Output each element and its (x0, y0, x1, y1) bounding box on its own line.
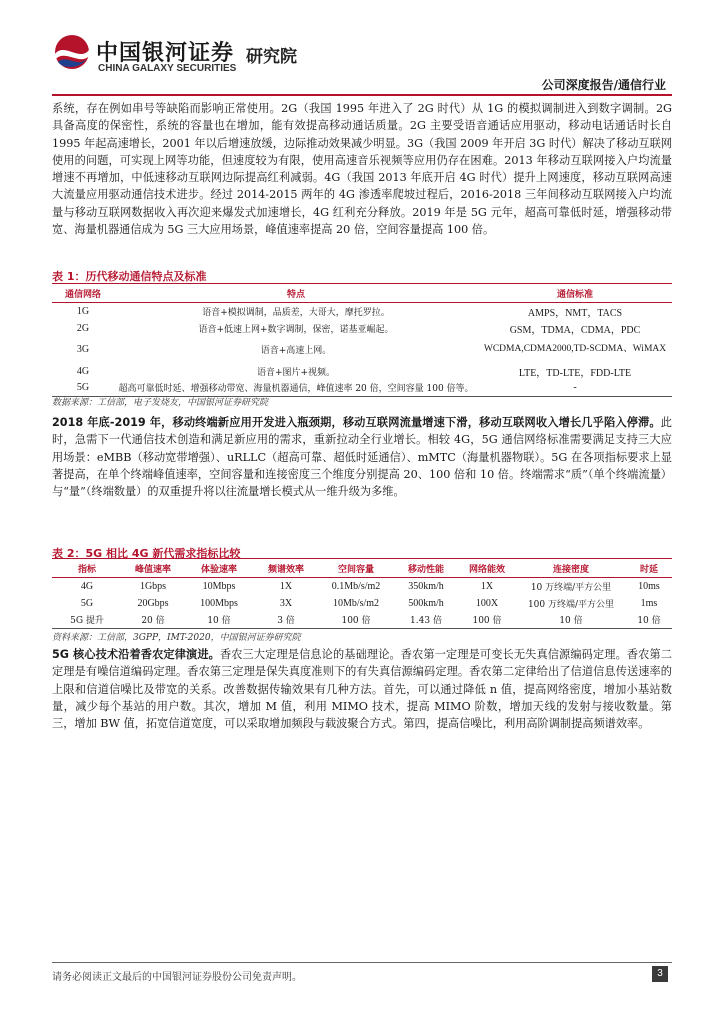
table-cell: 20 倍 (122, 612, 184, 629)
footer-disclaimer: 请务必阅读正文最后的中国银河证券股份公司免责声明。 (52, 972, 302, 983)
table-cell: 5G (52, 380, 114, 397)
table-cell: 5G 提升 (52, 612, 122, 629)
paragraph-lead: 2018 年底-2019 年，移动终端新应用开发进入瓶颈期，移动互联网流量增速下滑，移动互联网收入增长几乎陷入停滞。 (52, 416, 661, 429)
table-cell: 10ms (638, 580, 660, 592)
table1-caption: 表 1：历代移动通信特点及标准 (52, 270, 207, 283)
institute-label: 研究院 (246, 47, 297, 67)
table-row (52, 595, 672, 612)
table-cell: 350km/h (408, 580, 444, 592)
table-cell: AMPS，NMT，TACS (527, 307, 623, 319)
paragraph-lead: 5G 核心技术沿着香农定律演进。 (52, 648, 220, 661)
table2-source: 资料来源：工信部，3GPP，IMT-2020，中国银河证券研究院 (52, 633, 301, 643)
header-divider (52, 94, 672, 96)
table-cell: 3G (76, 344, 90, 355)
table-cell: 10 倍 (626, 612, 672, 629)
table2-header: 指标 (52, 559, 122, 578)
table-row (52, 363, 672, 380)
table-cell: 500km/h (408, 597, 444, 609)
table-cell: 4G (80, 580, 94, 592)
table-cell: 100 倍 (318, 612, 394, 629)
table1-header: 特点 (114, 284, 478, 303)
table-cell: 1ms (640, 597, 658, 609)
table-generations (52, 283, 672, 397)
table-cell: 100Mbps (200, 597, 238, 609)
table-cell: GSM，TDMA，CDMA，PDC (509, 324, 641, 336)
table-cell: 0.1Mb/s/m2 (331, 580, 381, 592)
table-cell: - (478, 380, 672, 397)
table-5g-vs-4g (52, 558, 672, 629)
table-cell: 语音+低速上网+数字调制，保密，诺基亚崛起。 (198, 324, 394, 335)
table-cell: 5G (80, 597, 94, 609)
table1-header: 通信网络 (52, 284, 114, 303)
table-cell: 1G (76, 305, 90, 317)
brand-name-en: CHINA GALAXY SECURITIES (98, 63, 237, 74)
table2-header: 网络能效 (458, 559, 516, 578)
paragraph-intro: 系统，存在例如串号等缺陷而影响正常使用。2G（我国 1995 年进入了 2G 时代）从 1G 的模拟调制进入到数字调制。2G 具备高度的保密性，系统的容量也在增加，能有效提高移动通话质量。2G 主要受语音通话应用驱动，移动电话通话时长自 1995 年起高速增长，2001 年以后增速放缓，边际推动效果减少明显。3G（我国 2009 年开启 3G 时代）解决了移动互联网使用的问题，可实现上网等功能，但速度较为有限，使用高速音乐视频等应用仍存在困难。2013 年移动互联网接入户均流量增速不再增加，中低速移动互联网边际提高红利减弱。4G（我国 2013 年底开启 4G 时代）提升上网速度，移动互联网高速大流量应用驱动通信技术进步。经过 2014-2015 两年的 4G 渗透率爬坡过程后，2016-2018 三年间移动互联网接入户均流量与移动互联网数据收入再次迎来爆发式加速增长，4G 红利充分释放。2019 年是 5G 元年，超高可靠低时延，增强移动带宽、海量机器通信成为 5G 三大应用场景，峰值速率提高 20 倍，空间容量提高 100 倍。 (52, 102, 672, 237)
table1-header: 通信标准 (478, 284, 672, 303)
table2-header: 时延 (626, 559, 672, 578)
table-row (52, 303, 672, 320)
table-row (52, 612, 672, 629)
table2-caption: 表 2：5G 相比 4G 新代需求指标比较 (52, 547, 241, 560)
table-cell: 4G (76, 365, 90, 377)
table-cell: 10Mb/s/m2 (332, 597, 380, 609)
galaxy-logo-icon (52, 32, 92, 72)
table-cell: 1Gbps (139, 580, 167, 592)
table-cell: 1X (279, 580, 293, 592)
table-cell: WCDMA,CDMA2000,TD-SCDMA、WiMAX (483, 344, 667, 354)
table-cell: 3X (279, 597, 293, 609)
table-row (52, 320, 672, 337)
page-number: 3 (652, 966, 668, 982)
table-cell: LTE，TD-LTE，FDD-LTE (518, 367, 632, 379)
table2-header: 连接密度 (516, 559, 626, 578)
table1-source: 数据来源：工信部，电子发烧友，中国银河证券研究院 (52, 398, 269, 408)
paragraph-body: 此时，急需下一代通信技术创造和满足新应用的需求，重新拉动全行业增长。相较 4G，5G 通信网络标准需要满足支持三大应用场景：eMBB（移动宽带增强）、uRLLC（超高可靠、超低时延通信）、mMTC（海量机器物联）。5G 在各项指标要求上显著提高，在单个终端峰值速率，空间容量和连接密度三个维度分别提高 20、100 倍和 10 倍。终端需求“质”（单个终端流量）与“量”（终端数量）的双重提升将以往流量增长模式从一维升级为多维。 (52, 416, 672, 499)
table2-header: 体验速率 (184, 559, 254, 578)
table-cell: 100 倍 (458, 612, 516, 629)
table2-header: 频谱效率 (254, 559, 318, 578)
table-cell: 100X (475, 597, 499, 609)
table2-header: 移动性能 (394, 559, 458, 578)
paragraph-shannon (52, 646, 672, 732)
table-row (52, 380, 672, 397)
table-row (52, 337, 672, 363)
table-cell: 语音+模拟调制，品质差，大哥大，摩托罗拉。 (202, 307, 390, 318)
table-row (52, 578, 672, 595)
table-cell: 3 倍 (254, 612, 318, 629)
table-cell: 10 倍 (184, 612, 254, 629)
paragraph-body: 香农三大定理是信息论的基础理论。香农第一定理是可变长无失真信源编码定理。香农第二定理是有噪信道编码定理。香农第三定理是保失真度准则下的有失真信源编码定理。香农第二定律给出了信道信息传送速率的上限和信道信噪比及带宽的关系。改善数据传输效果有几种方法。首先，可以通过降低 n 值，提高网络密度，增加小基站数量，减少每个基站的用户数。其次，增加 M 值，利用 MIMO 技术，提高 MIMO 阶数，增加天线的发射与接收数量。第三，增加 BW 值，拓宽信道宽度，可以采取增加频段与载波聚合方式。第四，提高信噪比，利用高阶调制提高频谱效率。 (52, 648, 672, 731)
table-cell: 20Gbps (137, 597, 169, 609)
table-cell: 10 万终端/平方公里 (530, 582, 612, 593)
table-cell: 10Mbps (202, 580, 236, 592)
table2-header: 峰值速率 (122, 559, 184, 578)
table-cell: 超高可靠低时延、增强移动带宽、海量机器通信，峰值速率 20 倍，空间容量 100 倍等。 (114, 380, 478, 397)
table-cell: 10 倍 (516, 612, 626, 629)
footer-divider (52, 962, 672, 963)
table-cell: 语音+高速上网。 (260, 346, 332, 356)
paragraph-5g-demand (52, 414, 672, 500)
table-cell: 1.43 倍 (394, 612, 458, 629)
table-cell: 100 万终端/平方公里 (527, 599, 615, 610)
report-type: 公司深度报告/通信行业 (541, 78, 666, 92)
table-cell: 语音+图片+视频。 (256, 367, 336, 378)
table-cell: 1X (480, 580, 494, 592)
table2-header: 空间容量 (318, 559, 394, 578)
brand-name-cn: 中国银河证券 (96, 41, 235, 66)
table-cell: 2G (76, 322, 90, 334)
